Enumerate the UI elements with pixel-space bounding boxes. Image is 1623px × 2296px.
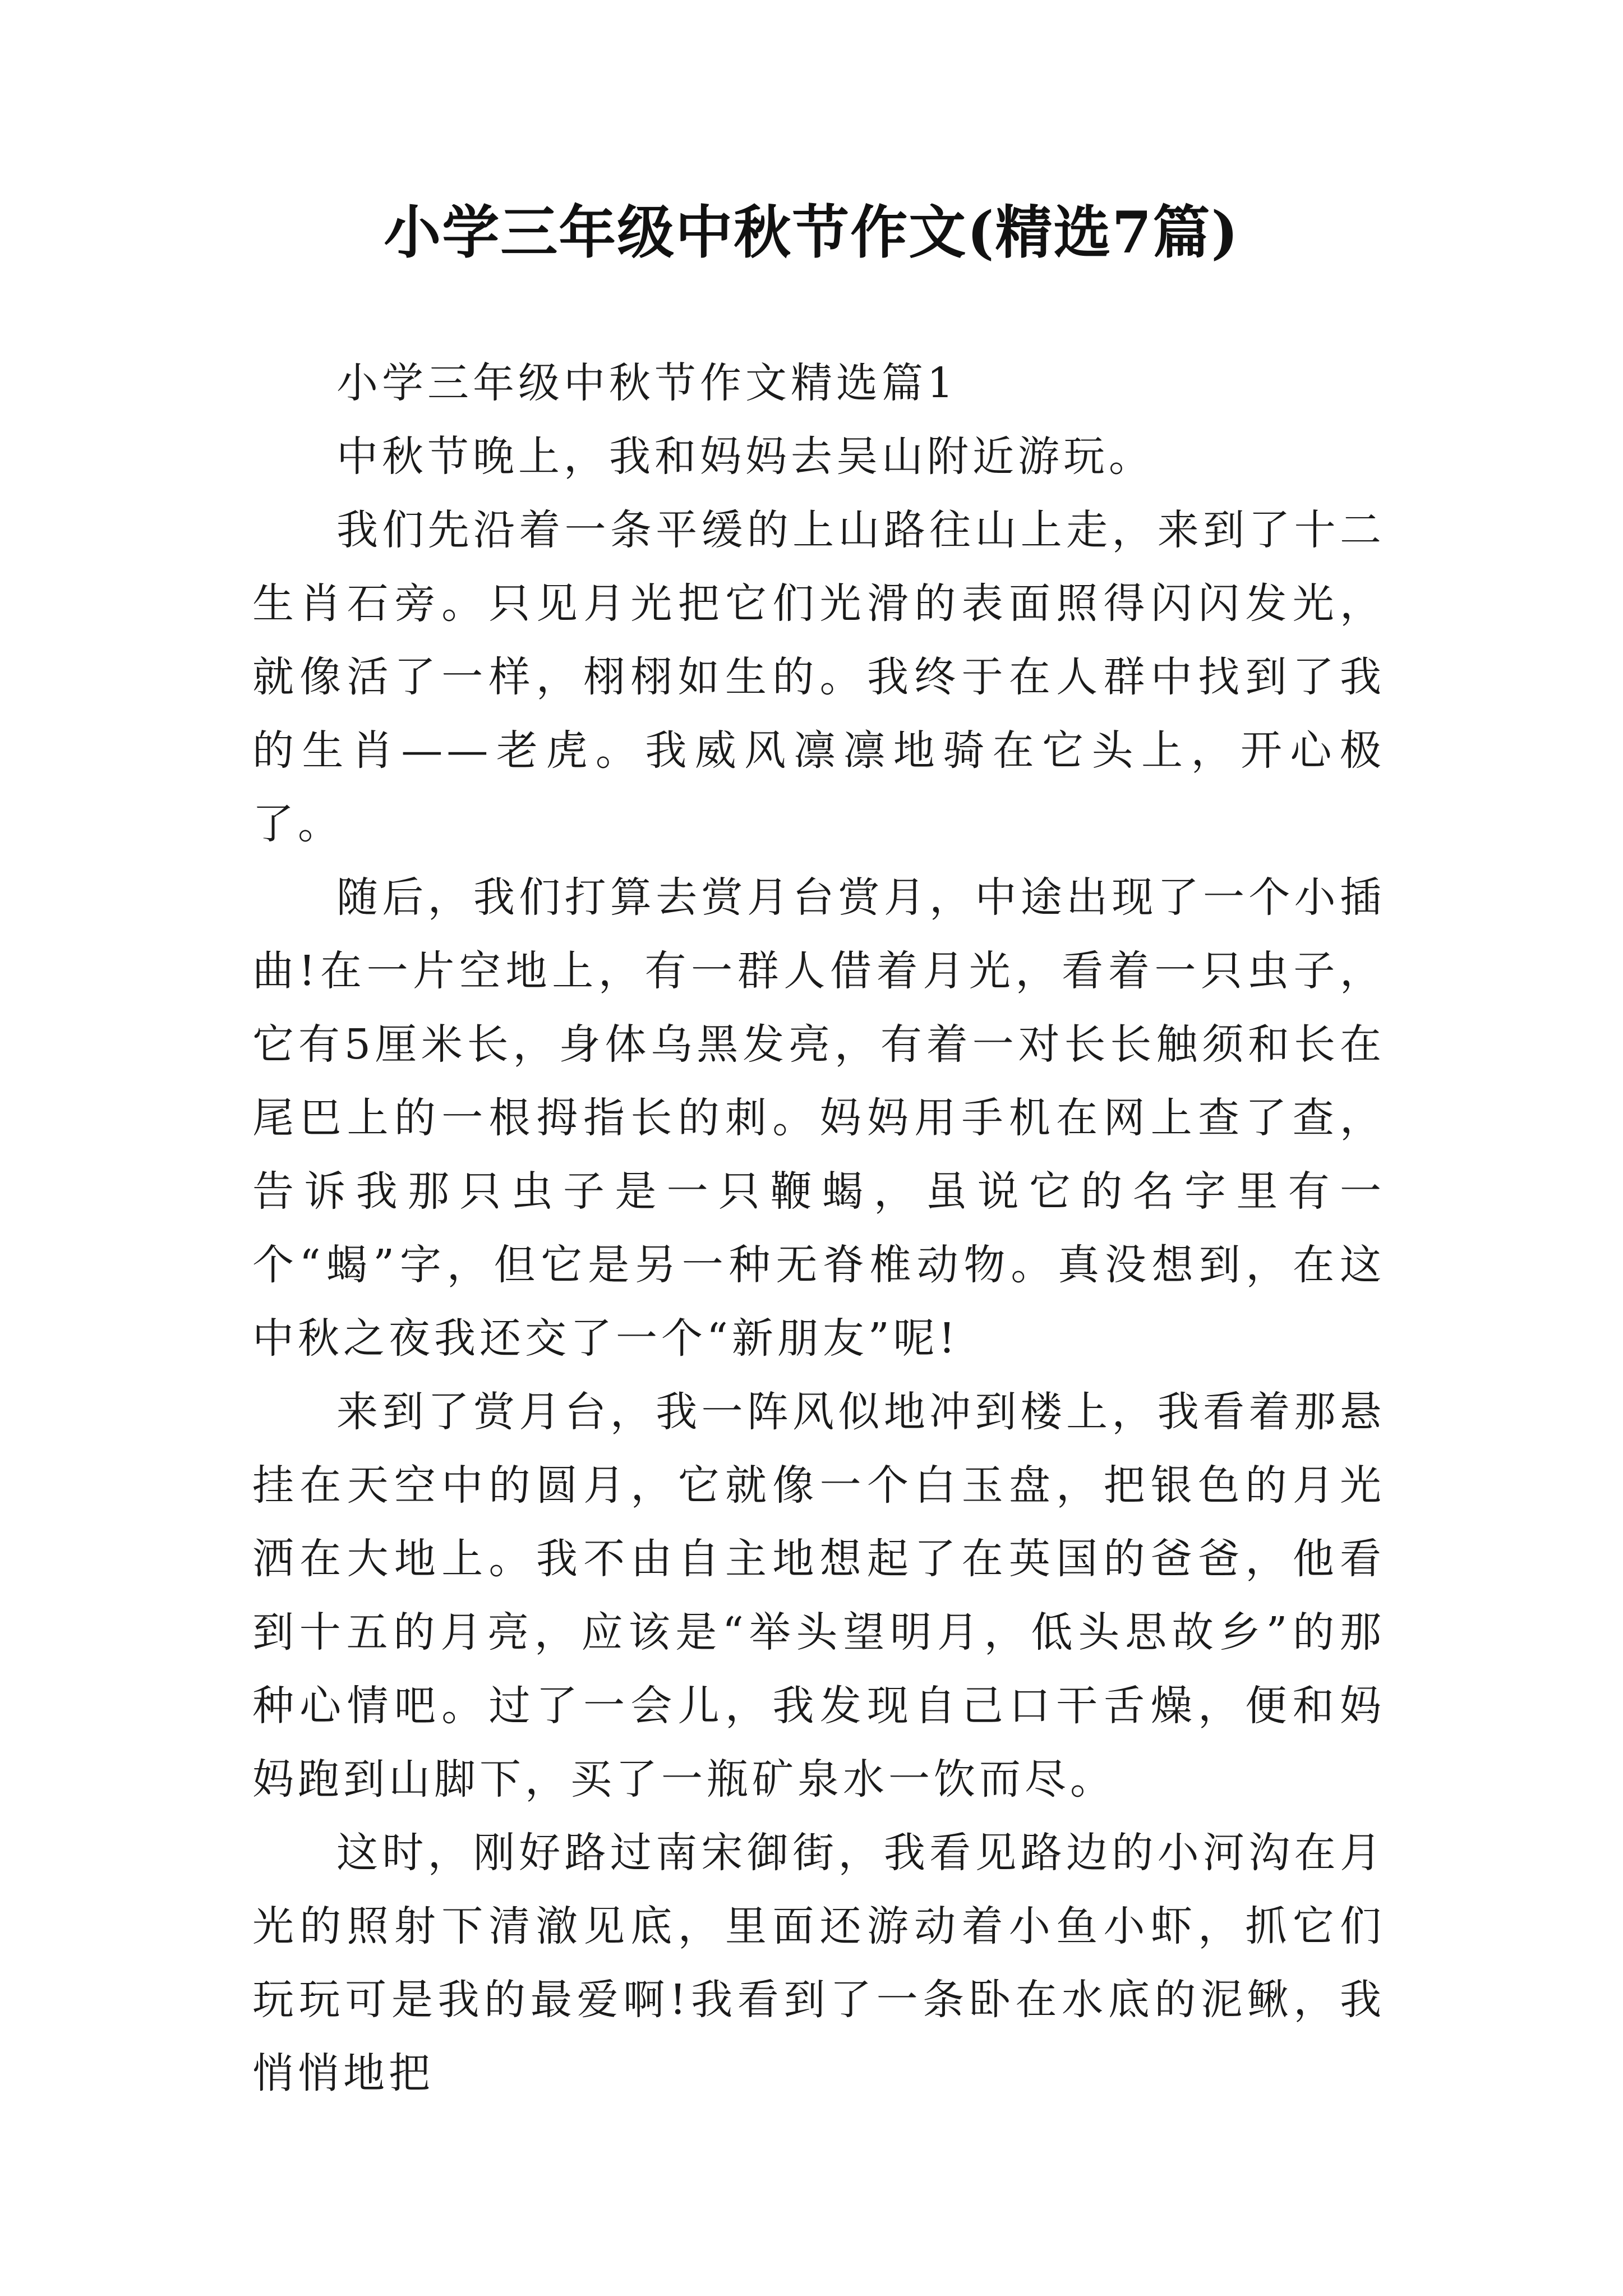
section-heading: 小学三年级中秋节作文精选篇1 <box>336 359 958 407</box>
paragraph: 随后，我们打算去赏月台赏月，中途出现了一个小插曲!在一片空地上，有一群人借着月光，看着一只虫子，它有5厘米长，身体乌黑发亮，有着一对长长触须和长在尾巴上的一根拇指长的刺。妈妈用手机在网上查了查，告诉我那只虫子是一只鞭蝎，虽说它的名字里有一个“蝎”字，但它是另一种无脊椎动物。真没想到，在这中秋之夜我还交了一个“新朋友”呢! <box>252 873 1385 1363</box>
document-body <box>252 347 1385 2110</box>
paragraph: 来到了赏月台，我一阵风似地冲到楼上，我看着那悬挂在天空中的圆月，它就像一个白玉盘，把银色的月光洒在大地上。我不由自主地想起了在英国的爸爸，他看到十五的月亮，应该是“举头望明月，低头思故乡”的那种心情吧。过了一会儿，我发现自己口干舌燥，便和妈妈跑到山脚下，买了一瓶矿泉水一饮而尽。 <box>252 1388 1385 1803</box>
paragraph: 我们先沿着一条平缓的上山路往山上走，来到了十二生肖石旁。只见月光把它们光滑的表面照得闪闪发光，就像活了一样，栩栩如生的。我终于在人群中找到了我的生肖——老虎。我威风凛凛地骑在它头上，开心极了。 <box>252 506 1385 848</box>
paragraph: 这时，刚好路过南宋御街，我看见路边的小河沟在月光的照射下清澈见底，里面还游动着小鱼小虾，抓它们玩玩可是我的最爱啊!我看到了一条卧在水底的泥鳅，我悄悄地把 <box>252 1829 1385 2097</box>
paragraph: 中秋节晚上，我和妈妈去吴山附近游玩。 <box>336 432 1154 481</box>
document-title: 小学三年级中秋节作文(精选7篇) <box>384 199 1239 266</box>
